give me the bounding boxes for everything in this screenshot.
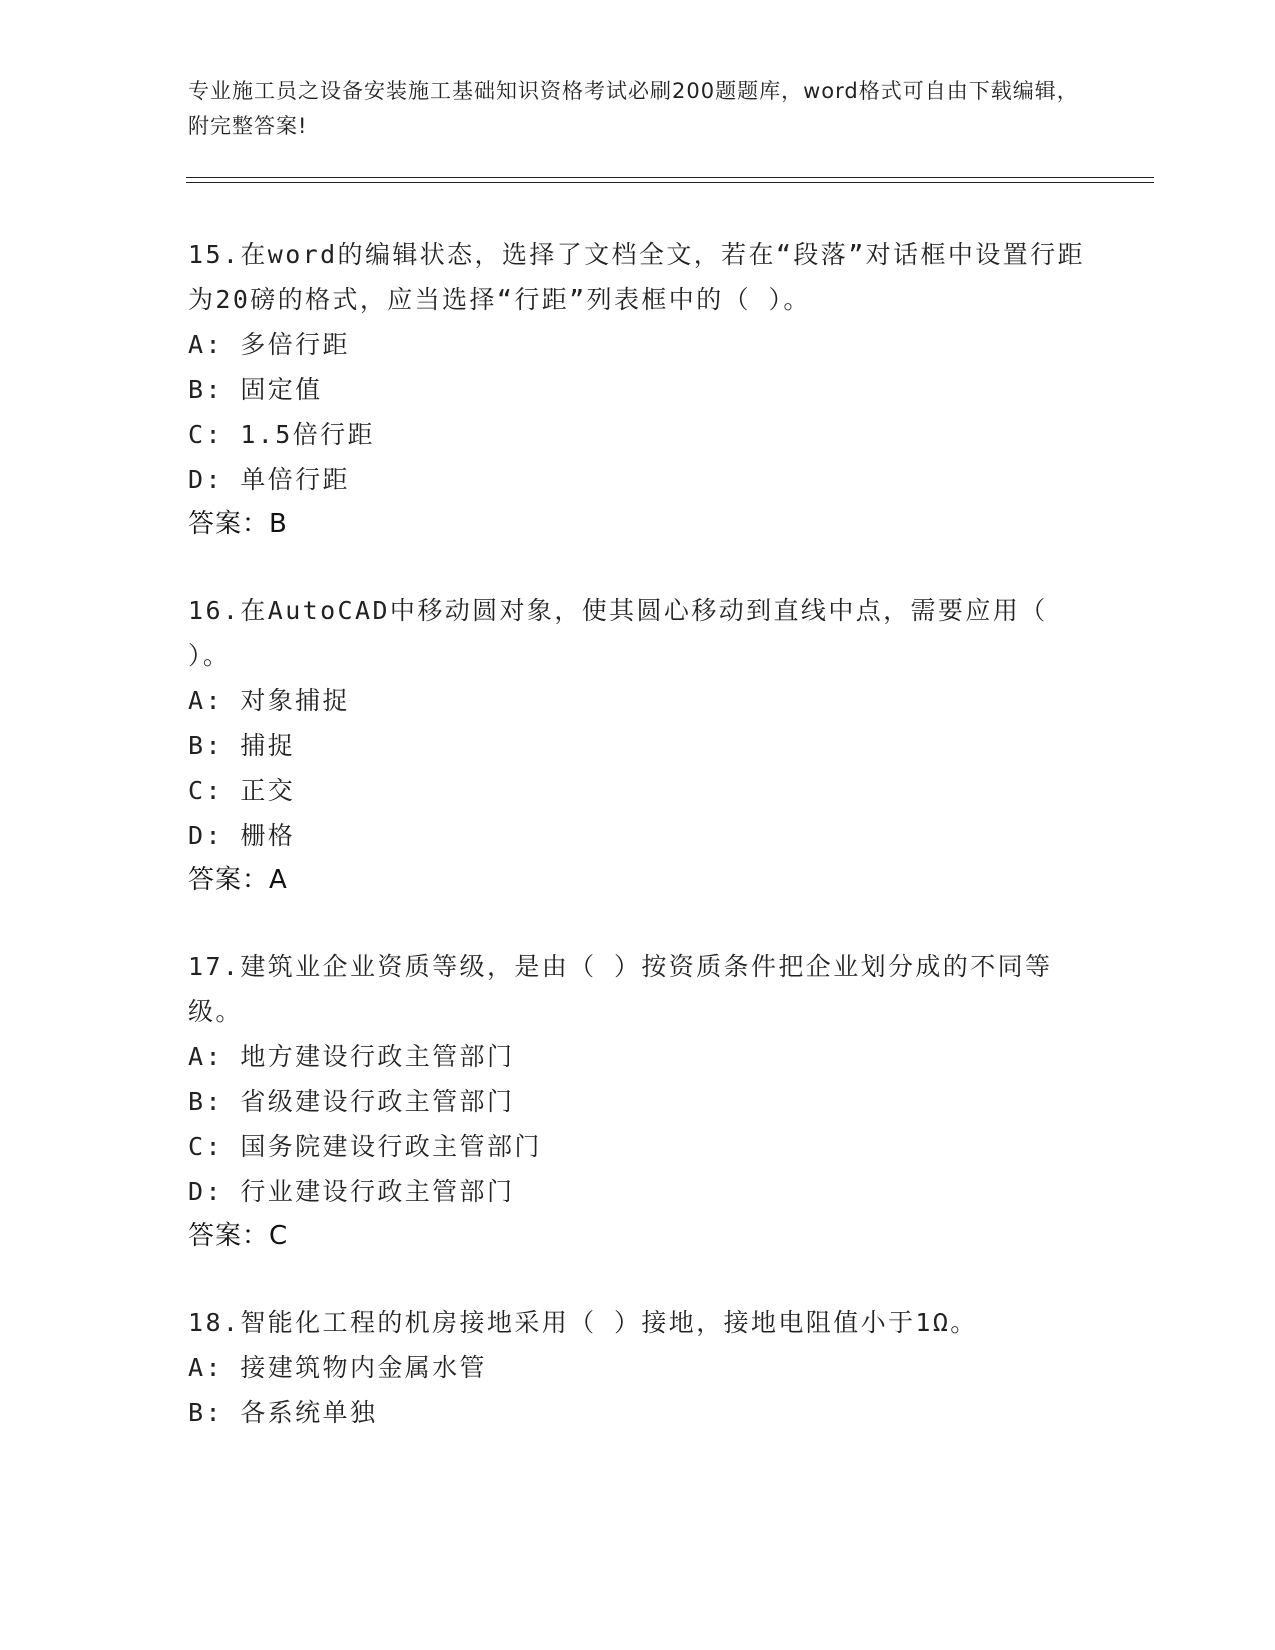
option-a: A: 地方建设行政主管部门 [188,1042,515,1071]
answer: 答案：B [188,509,288,539]
option-c: C: 1.5倍行距 [188,420,375,449]
option-d: D: 栅格 [188,821,296,850]
option-c: C: 正交 [188,776,296,805]
question-17 [188,944,1088,1259]
question-15 [188,232,1088,547]
option-a: A: 多倍行距 [188,330,350,359]
question-list [188,232,1088,1476]
option-b: B: 固定值 [188,375,323,404]
question-16 [188,588,1088,903]
header-intro-text: 专业施工员之设备安装施工基础知识资格考试必刷200题题库，word格式可自由下载编辑，附完整答案! [188,79,1079,138]
option-d: D: 单倍行距 [188,465,350,494]
option-a: A: 接建筑物内金属水管 [188,1353,487,1382]
option-b: B: 各系统单独 [188,1398,378,1427]
option-c: C: 国务院建设行政主管部门 [188,1132,542,1161]
question-stem: 15.在word的编辑状态，选择了文档全文，若在“段落”对话框中设置行距为20磅的格式，应当选择“行距”列表框中的（ ）。 [188,240,1085,314]
option-b: B: 捕捉 [188,731,296,760]
answer: 答案：C [188,1221,289,1251]
option-d: D: 行业建设行政主管部门 [188,1177,515,1206]
option-a: A: 对象捕捉 [188,686,350,715]
question-stem: 17.建筑业企业资质等级，是由（ ）按资质条件把企业划分成的不同等级。 [188,952,1053,1026]
header-divider-bottom [186,182,1154,183]
document-header [188,74,1088,144]
option-b: B: 省级建设行政主管部门 [188,1087,515,1116]
header-divider-top [186,177,1154,178]
question-18 [188,1300,1088,1435]
question-stem: 18.智能化工程的机房接地采用（ ）接地，接地电阻值小于1Ω。 [188,1308,978,1337]
question-stem: 16.在AutoCAD中移动圆对象，使其圆心移动到直线中点，需要应用（ ）。 [188,596,1048,670]
answer: 答案：A [188,865,288,895]
